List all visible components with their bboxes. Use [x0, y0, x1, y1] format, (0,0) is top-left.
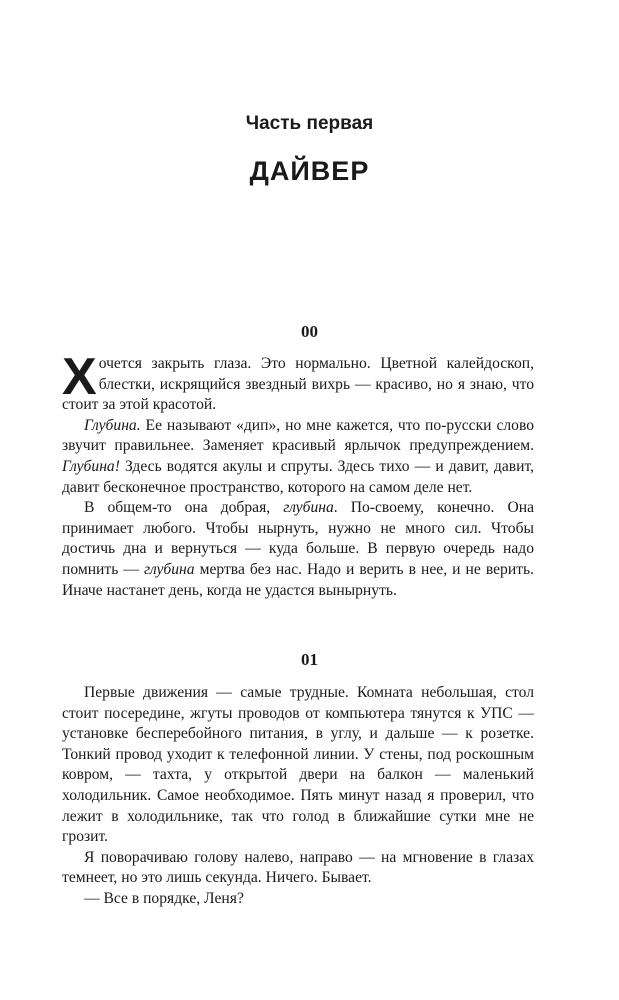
paragraph-2: Я поворачиваю голову налево, направо — на мгновение в глазах темнеет, но это лишь секунда. Ничего. Бывает. — [62, 848, 534, 887]
chapter-01-text — [62, 683, 534, 910]
paragraph-text: В общем-то она добрая, — [84, 499, 284, 517]
paragraph-text: Здесь водятся акулы и спруты. Здесь тихо — и давит, давит, давит бесконечное пространство, которого на самом деле нет. — [62, 457, 534, 496]
paragraph-text: очется закрыть глаза. Это нормально. Цветной калейдоскоп, блестки, искрящийся звездный вихрь — красиво, но я знаю, что стоит за этой красотой. — [62, 355, 534, 414]
paragraph-2 — [62, 416, 534, 498]
italic-word: Глубина! — [62, 457, 120, 475]
paragraph-3 — [62, 498, 534, 601]
paragraph-1: Первые движения — самые трудные. Комната небольшая, стол стоит посередине, жгуты проводов от компьютера тянутся к УПС — установке бесперебойного питания, в углу, и дальше — к розетке. Тонкий провод уходит к телефонной линии. У стены, под роскошным ковром, — тахта, у открытой двери на балкон — маленький холодильник. Самое необходимое. Пять минут назад я проверил, что лежит в холодильнике, так что голод в ближайшие сутки мне не грозит. — [62, 684, 534, 846]
paragraph-text: Ее называют «дип», но мне кажется, что по-русски слово звучит правильнее. Заменяет красивый ярлычок предупреждением. — [62, 416, 534, 455]
chapter-number-00: 00 — [301, 322, 318, 341]
book-title: ДАЙВЕР — [249, 156, 370, 186]
part-title: Часть первая — [245, 113, 374, 134]
drop-cap: Х — [62, 348, 97, 406]
chapter-number-01: 01 — [301, 650, 318, 669]
paragraph-text: мертва без нас. Надо и верить в нее, и не верить. Иначе настанет день, когда не удастся вынырнуть. — [62, 560, 534, 599]
paragraph-text: . По-своему, конечно. Она принимает любого. Чтобы нырнуть, нужно не много сил. Чтобы достичь дна и вернуться — куда больше. В первую очередь надо помнить — — [62, 499, 534, 578]
italic-word: Глубина. — [84, 416, 141, 434]
paragraph-1 — [62, 348, 534, 416]
italic-word: глубина — [283, 499, 334, 517]
italic-word: глубина — [143, 560, 195, 578]
paragraph-3: — Все в порядке, Леня? — [84, 889, 244, 907]
chapter-00-text — [62, 348, 534, 601]
